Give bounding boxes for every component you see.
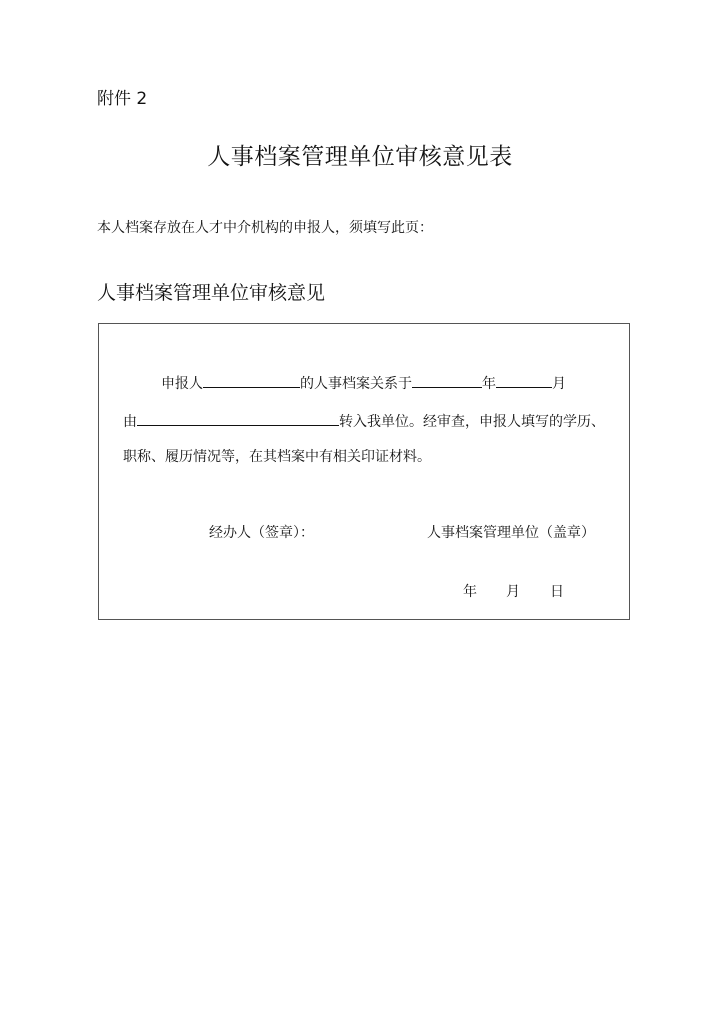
- date-year-label: 年: [463, 584, 477, 600]
- section-title: 人事档案管理单位审核意见: [97, 282, 326, 304]
- review-line-3: 职称、履历情况等，在其档案中有相关印证材料。: [123, 449, 431, 465]
- transfer-year-blank[interactable]: [412, 372, 482, 388]
- transfer-text: 转入我单位。经审查，申报人填写的学历、: [339, 414, 605, 430]
- document-title: 人事档案管理单位审核意见表: [207, 144, 513, 170]
- date-day-label: 日: [550, 584, 564, 600]
- year-label: 年: [482, 376, 496, 392]
- applicant-label: 申报人: [161, 376, 203, 392]
- from-label: 由: [123, 414, 137, 430]
- source-unit-blank[interactable]: [137, 410, 339, 426]
- applicant-name-blank[interactable]: [203, 372, 300, 388]
- date-month-label: 月: [506, 584, 520, 600]
- relation-text: 的人事档案关系于: [300, 376, 412, 392]
- review-opinion-box: [98, 323, 630, 620]
- instruction-text: 本人档案存放在人才中介机构的申报人，须填写此页：: [97, 220, 433, 236]
- review-line-2: [123, 410, 605, 432]
- review-line-1: [161, 372, 566, 394]
- attachment-label: 附件 2: [97, 89, 148, 109]
- transfer-month-blank[interactable]: [496, 372, 552, 388]
- month-label: 月: [552, 376, 566, 392]
- unit-seal-label: 人事档案管理单位（盖章）: [427, 525, 595, 541]
- date-row: [463, 582, 564, 602]
- handler-signature-label: 经办人（签章）：: [209, 525, 314, 541]
